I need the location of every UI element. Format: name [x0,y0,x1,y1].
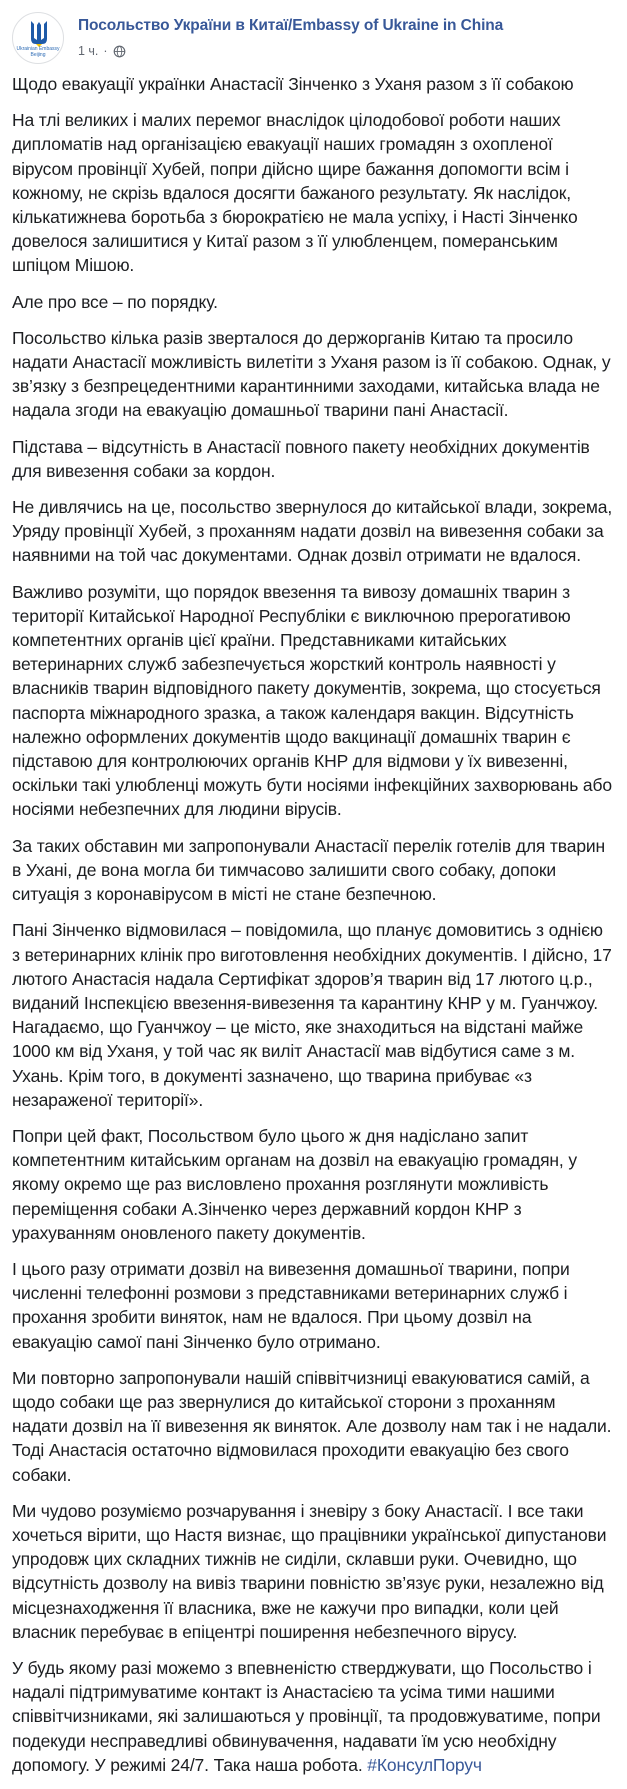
post-paragraph-9: Попри цей факт, Посольством було цього ж дня надіслано запит компетентним китайським органам на дозвіл на евакуацію громадян, у якому окремо ще раз висловлено прохання розглянути можливість переміщення собаки А.Зінченко через державний кордон КНР з урахуванням оновленого пакету документів. [12,1125,577,1243]
post-paragraph-2: Але про все – по порядку. [12,291,218,312]
post-paragraph-8: Пані Зінченко відмовилася – повідомила, що планує домовитись з однією з ветеринарних клінік про виготовлення необхідних документів. І дійсно, 17 лютого Анастасія надала Сертифікат здоров’я тварин від 17 лютого ц.р., виданий Інспекцією ввезення-вивезення та карантину КНР у м. Гуанчжоу. Нагадаємо, що Гуанчжоу – це місто, яке знаходиться на відстані майже 1000 км від Уханя, у той час як виліт Анастасії мав відбутися саме з м. Ухань. Крім того, в документі зазначено, що тварина прибуває «з незараженої території». [12,920,612,1110]
avatar[interactable] [12,12,64,64]
post-paragraph-7: За таких обставин ми запропонували Анастасії перелік готелів для тварин в Ухані, де вона могла би тимчасово залишити свого собаку, допоки ситуація з коронавірусом в місті не стане безпечною. [12,835,606,905]
page-name-link[interactable]: Посольство України в Китаї/Embassy of Ukraine in China [78,17,504,34]
post-paragraph-1: На тлі великих і малих перемог внаслідок цілодобової роботи наших дипломатів над організацією евакуації наших громадян з охопленої вірусом провінції Хубей, попри дійсно щире бажання допомогти всім і кожному, не скрізь вдалося досягти бажаного результату. Як наслідок, кількатижнева боротьба з бюрократією не мала успіху, і Насті Зінченко довелося залишитися у Китаї разом з її улюбленцем, померанським шпіцом Мішою. [12,110,578,276]
post-meta [78,44,126,58]
avatar-caption: Ukrainian Embassy Beijing [16,46,60,58]
post-body [12,72,614,1789]
post-paragraph-11: Ми повторно запропонували нашій співвітчизниці евакуюватися самій, а щодо собаки ще раз звернулися до китайської сторони з проханням надати дозвіл на її вивезення як виняток. Але дозволу нам так і не надали. Тоді Анастасія остаточно відмовилася проходити евакуацію без свого собаки. [12,1367,612,1485]
post-title: Щодо евакуації українки Анастасії Зінченко з Уханя разом з її собакою [12,74,574,94]
post-paragraph-4: Підстава – відсутність в Анастасії повного пакету необхідних документів для вивезення собаки за кордон. [12,436,590,481]
post-paragraph-10: І цього разу отримати дозвіл на вивезення домашньої тварини, попри численні телефонні розмови з представниками ветеринарних служб і прохання зробити виняток, нам не вдалося. При цьому дозвіл на евакуацію самої пані Зінченко було отримано. [12,1258,570,1352]
post-paragraph-5: Не дивлячись на це, посольство звернулося до китайської влади, зокрема, Уряду провінції Хубей, з проханням надати дозвіл на вивезення собаки за наявними на той час документами. Однак дозвіл отримати не вдалося. [12,497,613,566]
meta-separator: · [103,44,108,58]
post-timestamp[interactable]: 1 ч. [78,44,99,58]
post-paragraph-6: Важливо розуміти, що порядок ввезення та вивозу домашніх тварин з території Китайської Народної Республіки є виключною прерогативою компетентних органів цієї країни. Представниками китайських ветеринарних служб забезпечується жорсткий контроль наявності у власників тварин відповідного пакету документів, зокрема, що стосується паспорта міжнародного зразка, а також календаря вакцин. Відсутність належно оформлених документів щодо вакцинації домашніх тварин є підставою для контролюючих органів КНР для відмови у їх вивезенні, оскільки такі улюбленці можуть бути носіями інфекційних захворювань або носіями небезпечних для людини вірусів. [12,581,612,820]
last-paragraph-text: У будь якому разі можемо з впевненістю стверджувати, що Посольство і надалі підтримуватиме контакт із Анастасією та усіма тими нашими співвітчизниками, які залишаються у провінції, та продовжуватиме, попри подекуди несправедливі обвинувачення, надавати їм усю необхідну допомогу. У режимі 24/7. Така наша робота. [12,1657,601,1775]
post-paragraph-last [12,1656,614,1777]
post-paragraph-12: Ми чудово розуміємо розчарування і зневіру з боку Анастасії. І все таки хочеться вірити, що Настя визнає, що працівники української дипустанови упродовж цих складних тижнів не сиділи, склавши руки. Очевидно, що відсутність дозволу на вивіз тварини повністю зв’язує руки, незалежно від місцезнаходження її власника, вже не кажучи про випадки, коли цей власник перебуває в епіцентрі поширення небезпечного вірусу. [12,1500,607,1642]
hashtag-link[interactable]: #КонсулПоруч [367,1754,482,1775]
globe-icon[interactable] [113,45,126,58]
post-paragraph-3: Посольство кілька разів зверталося до держорганів Китаю та просило надати Анастасії можливість вилетіти з Уханя разом із її собакою. Однак, у зв’язку з безпрецедентними карантинними заходами, китайська влада не надала згоди на евакуацію домашньої тварини пані Анастасії. [12,327,611,421]
post-header [12,8,615,64]
